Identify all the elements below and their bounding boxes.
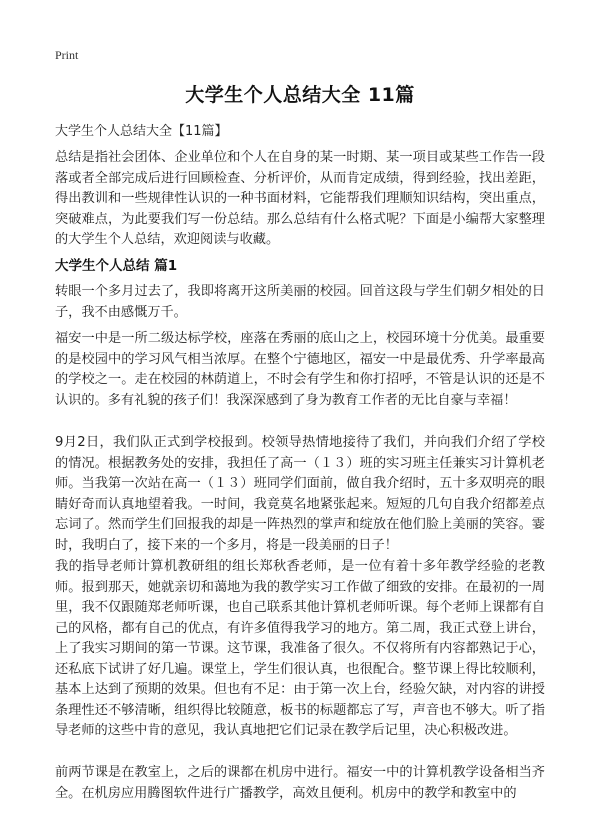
print-label: Print [55,48,79,62]
document-title: 大学生个人总结大全 11篇 [185,84,415,106]
section-heading: 大学生个人总结 篇1 [55,258,178,274]
body-paragraph-5: 前两节课是在教室上，之后的课都在机房中进行。福安一中的计算机教学设备相当齐全。在机房应用腾图软件进行广播教学，高效且便利。机房中的教学和教室中的 [55,765,545,801]
body-paragraph-1: 转眼一个多月过去了，我即将离开这所美丽的校园。回首这段与学生们朝夕相处的日子，我不由感慨万千。 [55,284,545,320]
body-paragraph-4: 我的指导老师计算机教研组的组长郑秋香老师，是一位有着十多年教学经验的老教师。报到那天，她就亲切和蔼地为我的教学实习工作做了细致的安排。在最初的一周里，我不仅跟随郑老师听课，也自己联系其他计算机老师听课。每个老师上课都有自己的风格，都有自己的优点，有许多值得我学习的地方。第二周，我正式登上讲台，上了我实习期间的第一节课。这节课，我准备了很久。不仅将所有内容都熟记于心，还私底下试讲了好几遍。课堂上，学生们很认真，也很配合。整节课上得比较顺利，基本上达到了预期的效果。但也有不足：由于第一次上台，经验欠缺，对内容的讲授条理性还不够清晰，组织得比较随意，板书的标题都忘了写，声音也不够大。听了指导老师的这些中肯的意见，我认真地把它们记录在教学后记里，决心积极改进。 [55,559,545,738]
document-subtitle: 大学生个人总结大全【11篇】 [55,124,228,139]
intro-paragraph: 总结是指社会团体、企业单位和个人在自身的某一时期、某一项目或某些工作告一段落或者全部完成后进行回顾检查、分析评价，从而肯定成绩，得到经验，找出差距，得出教训和一些规律性认识的一种书面材料，它能帮我们理顺知识结构，突出重点，突破难点，为此要我们写一份总结。那么总结有什么格式呢？下面是小编帮大家整理的大学生个人总结，欢迎阅读与收藏。 [55,150,545,247]
body-paragraph-2: 福安一中是一所二级达标学校，座落在秀丽的底山之上，校园环境十分优美。最重要的是校园中的学习风气相当浓厚。在整个宁德地区，福安一中是最优秀、升学率最高的学校之一。走在校园的林荫道上，不时会有学生和你打招呼，不管是认识的还是不认识的。多有礼貌的孩子们！我深深感到了身为教育工作者的无比自豪与幸福！ [55,331,545,408]
body-paragraph-3: 9月2日，我们队正式到学校报到。校领导热情地接待了我们，并向我们介绍了学校的情况。根据教务处的安排，我担任了高一（１３）班的实习班主任兼实习计算机老师。当我第一次站在高一（１３）班同学们面前，做自我介绍时，五十多双明亮的眼睛好奇而认真地望着我。一时间，我竟莫名地紧张起来。短短的几句自我介绍都差点忘词了。然而学生们回报我的却是一阵热烈的掌声和绽放在他们脸上美丽的笑容。霎时，我明白了，接下来的一个多月，将是一段美丽的日子！ [55,435,545,553]
